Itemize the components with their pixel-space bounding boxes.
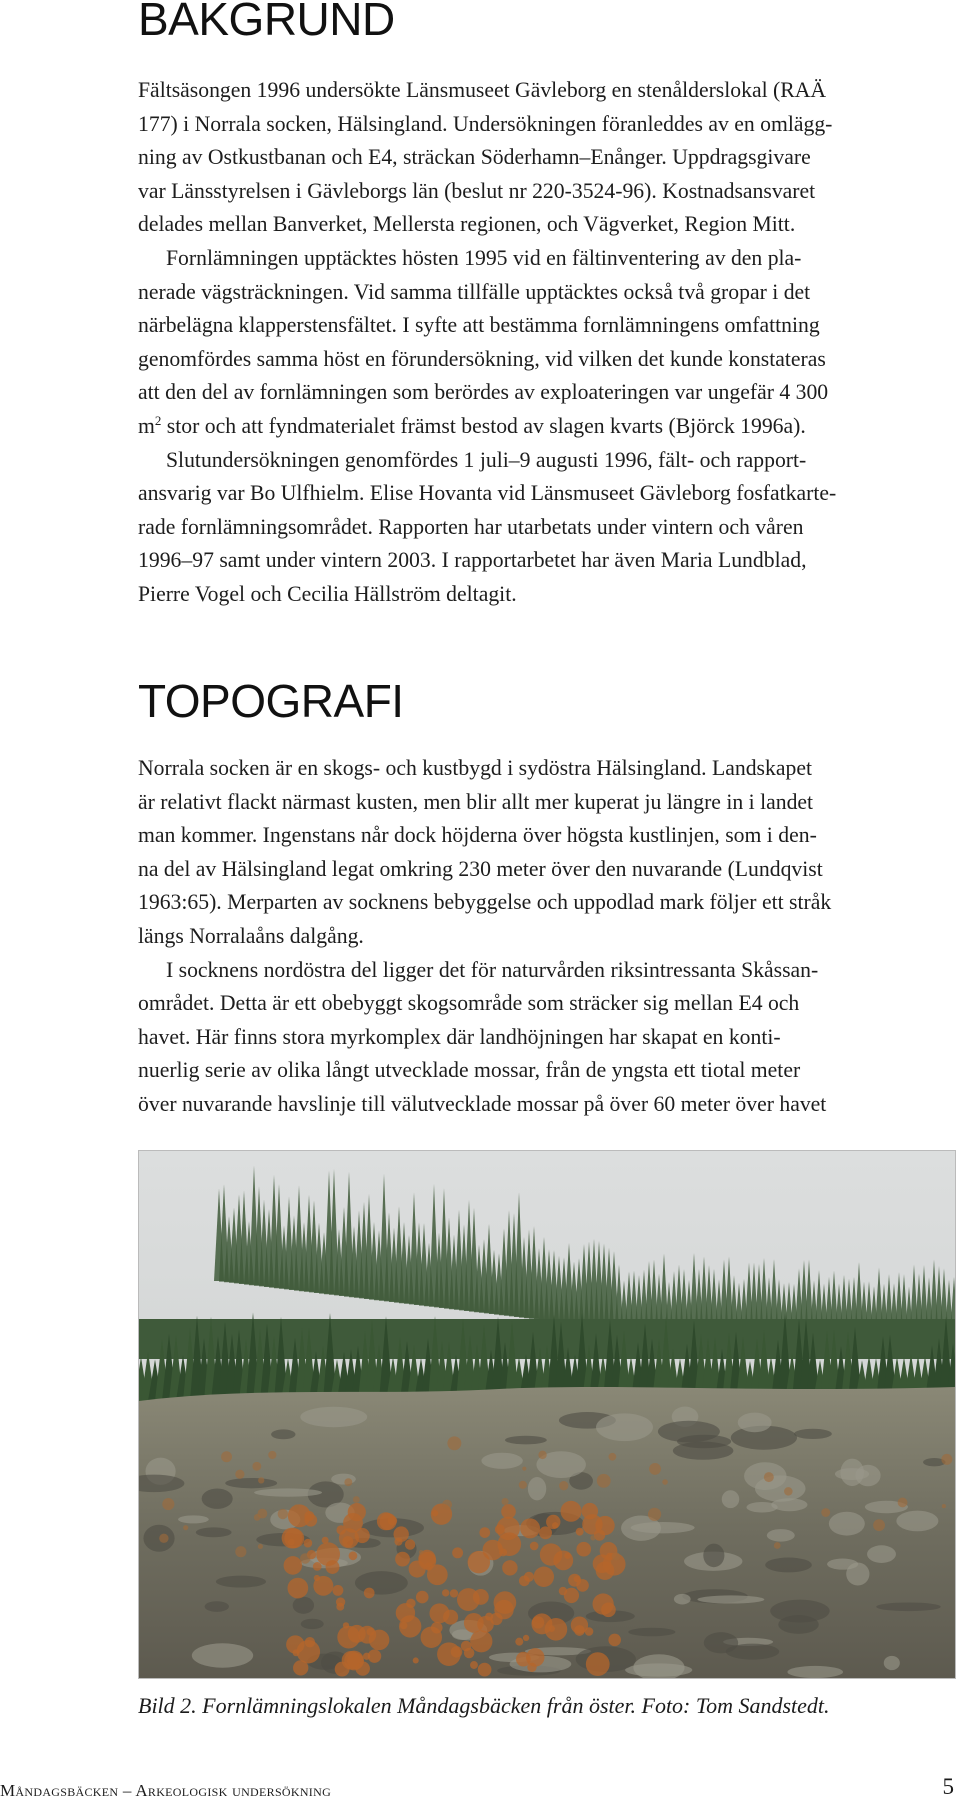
text-line: 177) i Norrala socken, Hälsingland. Undersökningen föranleddes av en omlägg- xyxy=(138,111,833,136)
brush-patch xyxy=(501,1498,508,1505)
rock xyxy=(196,1527,232,1537)
brush-patch xyxy=(409,1561,426,1578)
brush-patch xyxy=(501,1504,516,1519)
heading-bakgrund: BAKGRUND xyxy=(138,0,395,45)
text-line: ansvarig var Bo Ulfhielm. Elise Hovanta vid Länsmuseet Gävleborg fosfatkarte- xyxy=(138,481,837,506)
brush-patch xyxy=(344,1478,352,1486)
rock xyxy=(787,1666,843,1678)
text-line-rest: stor och att fyndmaterialet främst bestod av slagen kvarts (Björck 1996a). xyxy=(161,413,806,438)
rock xyxy=(355,1571,408,1594)
brush-patch xyxy=(941,1454,952,1465)
landscape-photo xyxy=(138,1150,956,1679)
brush-patch xyxy=(254,1514,261,1521)
brush-patch xyxy=(553,1550,573,1570)
brush-patch xyxy=(159,1534,168,1543)
text-line: Slutundersökningen genomfördes 1 juli–9 augusti 1996, fält- och rapport- xyxy=(166,447,807,472)
brush-patch xyxy=(368,1649,381,1662)
brush-patch xyxy=(282,1528,303,1549)
text-line: nerade vägsträckningen. Vid samma tillfälle upptäcktes också två gropar i det xyxy=(138,279,811,304)
text-line: 1996–97 samt under vintern 2003. I rapportarbetet har även Maria Lundblad, xyxy=(138,548,807,573)
text-line: Fältsäsongen 1996 undersökte Länsmuseet Gävleborg en stenålderslokal (RAÄ xyxy=(138,78,827,102)
brush-patch xyxy=(313,1576,333,1596)
landscape-photo-illustration xyxy=(139,1151,955,1678)
brush-patch xyxy=(515,1638,523,1646)
rock xyxy=(846,1562,869,1585)
rock xyxy=(225,1478,277,1488)
brush-patch xyxy=(235,1546,246,1557)
brush-patch xyxy=(538,1451,546,1459)
text-line: Norrala socken är en skogs- och kustbygd i sydöstra Hälsingland. Landskapet xyxy=(138,756,812,780)
brush-patch xyxy=(258,1544,263,1549)
rock xyxy=(722,1490,740,1508)
rock xyxy=(703,1544,724,1568)
brush-patch xyxy=(524,1572,534,1582)
brush-patch xyxy=(478,1663,492,1677)
brush-patch xyxy=(464,1613,484,1633)
brush-patch xyxy=(288,1539,295,1546)
rock xyxy=(884,1656,900,1670)
brush-patch xyxy=(502,1560,517,1575)
brush-patch xyxy=(942,1504,946,1508)
brush-patch xyxy=(470,1630,492,1652)
brush-patch xyxy=(400,1622,407,1629)
brush-patch xyxy=(252,1462,261,1471)
brush-patch xyxy=(559,1481,568,1490)
brush-patch xyxy=(457,1588,480,1611)
brush-patch xyxy=(294,1504,299,1509)
rock xyxy=(481,1453,522,1469)
brush-patch xyxy=(612,1552,620,1560)
rock xyxy=(254,1488,322,1496)
brush-patch xyxy=(898,1498,908,1508)
rock xyxy=(829,1512,865,1536)
rock xyxy=(658,1421,720,1443)
brush-patch xyxy=(470,1661,478,1669)
brush-patch xyxy=(278,1509,288,1519)
brush-patch xyxy=(451,1646,463,1658)
brush-patch xyxy=(377,1512,395,1530)
text-line: att den del av fornlämningen som berördes av exploateringen var ungefär 4 300 xyxy=(138,380,829,405)
brush-patch xyxy=(561,1501,582,1522)
text-line: 1963:65). Merparten av socknens bebyggelse och uppodlad mark följer ett stråk xyxy=(138,890,832,915)
brush-patch xyxy=(162,1498,174,1510)
text-line: genomfördes samma höst en förundersökning, vid vilken det kunde konstateras xyxy=(138,346,826,371)
brush-patch xyxy=(608,1634,621,1647)
rock xyxy=(746,1502,777,1512)
brush-patch xyxy=(442,1500,452,1510)
brush-patch xyxy=(442,1589,449,1596)
rock xyxy=(697,1595,764,1603)
rock xyxy=(835,1468,869,1480)
brush-patch xyxy=(343,1622,349,1628)
heading-topografi: TOPOGRAFI xyxy=(138,675,404,727)
brush-patch xyxy=(520,1518,540,1538)
brush-patch xyxy=(332,1585,343,1596)
rock xyxy=(738,1413,772,1433)
brush-patch xyxy=(450,1589,458,1597)
brush-patch xyxy=(353,1496,360,1503)
brush-patch xyxy=(284,1556,303,1575)
text-line: längs Norralaåns dalgång. xyxy=(138,923,364,948)
rock xyxy=(628,1628,675,1637)
text-line: ning av Ostkustbanan och E4, sträckan Söderhamn–Enånger. Uppdragsgivare xyxy=(138,145,811,170)
brush-patch xyxy=(287,1578,308,1599)
brush-patch xyxy=(526,1648,545,1667)
brush-patch xyxy=(490,1613,502,1625)
brush-patch xyxy=(530,1542,539,1551)
brush-patch xyxy=(523,1635,529,1641)
footer-title: Måndagsbäcken – Arkeologisk undersökning xyxy=(0,1781,332,1800)
rock xyxy=(767,1529,795,1542)
brush-patch xyxy=(601,1602,616,1617)
rock xyxy=(143,1525,174,1552)
brush-patch xyxy=(873,1519,885,1531)
brush-patch xyxy=(522,1467,526,1471)
rock xyxy=(505,1436,547,1445)
brush-patch xyxy=(339,1528,359,1548)
brush-patch xyxy=(336,1597,345,1606)
rock xyxy=(528,1477,546,1500)
brush-patch xyxy=(419,1550,424,1555)
brush-patch xyxy=(497,1517,520,1540)
area-unit: m xyxy=(138,413,155,438)
brush-patch xyxy=(364,1588,375,1599)
rock xyxy=(192,1643,253,1667)
brush-patch xyxy=(662,1479,668,1485)
brush-patch xyxy=(571,1616,588,1633)
text-line: delades mellan Banverket, Mellersta regionen, och Vägverket, Region Mitt. xyxy=(138,212,796,237)
text-line: man kommer. Ingenstans når dock höjderna över högsta kustlinjen, som i den- xyxy=(138,823,817,848)
brush-patch xyxy=(552,1522,558,1528)
brush-patch xyxy=(432,1510,439,1517)
brush-patch xyxy=(582,1503,598,1519)
brush-patch xyxy=(183,1525,188,1530)
text-line: över nuvarande havslinje till välutvecklade mossar på över 60 meter över havet xyxy=(138,1091,827,1116)
rock xyxy=(178,1515,209,1523)
brush-patch xyxy=(576,1528,584,1536)
brush-patch xyxy=(774,1542,781,1549)
topografi-body xyxy=(138,752,940,1122)
rock xyxy=(674,1594,691,1605)
brush-patch xyxy=(494,1591,517,1614)
text-line: Pierre Vogel och Cecilia Hällström deltagit. xyxy=(138,581,517,606)
rock xyxy=(794,1429,832,1439)
text-line: rade fornlämningsområdet. Rapporten har utarbetats under vintern och våren xyxy=(138,514,804,539)
brush-patch xyxy=(649,1463,661,1475)
text-line: I socknens nordöstra del ligger det för naturvården riksintressanta Skåssan- xyxy=(166,957,819,982)
brush-patch xyxy=(447,1436,461,1450)
brush-patch xyxy=(479,1527,490,1538)
bakgrund-body xyxy=(138,74,940,612)
brush-patch xyxy=(590,1535,595,1540)
text-line: närbelägna klapperstensfältet. I syfte att bestämma fornlämningens omfattning xyxy=(138,313,820,338)
brush-patch xyxy=(464,1648,474,1658)
figure-caption: Bild 2. Fornlämningslokalen Måndagsbäcken från öster. Foto: Tom Sandstedt. xyxy=(138,1693,830,1718)
brush-patch xyxy=(568,1574,581,1587)
brush-patch xyxy=(784,1487,793,1496)
text-line: nuerlig serie av olika långt utvecklade mossar, från de yngsta ett tiotal meter xyxy=(138,1058,801,1083)
brush-patch xyxy=(586,1652,610,1676)
brush-patch xyxy=(764,1472,774,1482)
text-line: är relativt flackt närmast kusten, men blir allt mer kuperat ju längre in i landet xyxy=(138,789,814,814)
brush-patch xyxy=(304,1514,317,1527)
brush-patch xyxy=(258,1477,264,1483)
brush-patch xyxy=(395,1552,410,1567)
brush-patch xyxy=(313,1562,322,1571)
brush-patch xyxy=(534,1567,554,1587)
brush-patch xyxy=(268,1451,276,1459)
rock xyxy=(867,1545,896,1563)
brush-patch xyxy=(221,1451,232,1462)
rock xyxy=(778,1615,819,1634)
brush-patch xyxy=(597,1474,611,1488)
rock xyxy=(896,1511,938,1532)
rock xyxy=(293,1597,314,1614)
rock xyxy=(726,1644,779,1660)
rock xyxy=(205,1601,229,1612)
text-line: var Länsstyrelsen i Gävleborgs län (beslut nr 220-3524-96). Kostnadsansvaret xyxy=(138,178,816,203)
rock xyxy=(596,1413,653,1441)
rock xyxy=(301,1619,324,1629)
brush-patch xyxy=(519,1481,527,1489)
brush-patch xyxy=(326,1560,340,1574)
brush-patch xyxy=(304,1539,313,1548)
brush-patch xyxy=(821,1508,830,1517)
brush-patch xyxy=(396,1603,415,1622)
brush-patch xyxy=(349,1551,358,1560)
brush-patch xyxy=(413,1657,419,1663)
brush-patch xyxy=(335,1662,350,1677)
brush-patch xyxy=(539,1526,552,1539)
rock xyxy=(673,1442,734,1460)
rock xyxy=(300,1407,367,1427)
brush-patch xyxy=(531,1613,552,1634)
text-line xyxy=(138,410,940,444)
brush-patch xyxy=(427,1564,448,1585)
rock xyxy=(876,1602,940,1611)
brush-patch xyxy=(337,1626,360,1649)
brush-patch xyxy=(443,1610,458,1625)
brush-patch xyxy=(405,1539,415,1549)
brush-patch xyxy=(564,1588,579,1603)
brush-patch xyxy=(235,1470,244,1479)
brush-patch xyxy=(300,1553,310,1563)
brush-patch xyxy=(421,1627,442,1648)
text-line: havet. Här finns stora myrkomplex där landhöjningen har skapat en konti- xyxy=(138,1024,781,1049)
brush-patch xyxy=(416,1591,429,1604)
brush-patch xyxy=(576,1542,591,1557)
brush-patch xyxy=(609,1453,617,1461)
brush-patch xyxy=(452,1547,463,1558)
brush-patch xyxy=(548,1625,555,1632)
brush-patch xyxy=(648,1508,661,1521)
rock xyxy=(271,1429,295,1439)
rock xyxy=(216,1576,266,1588)
brush-patch xyxy=(286,1635,304,1653)
text-line: na del av Hälsingland legat omkring 230 meter över den nuvarande (Lundqvist xyxy=(138,856,823,881)
rock xyxy=(202,1488,233,1508)
text-line: Fornlämningen upptäcktes hösten 1995 vid en fältinventering av den pla- xyxy=(166,245,802,270)
superscript: 2 xyxy=(154,412,162,428)
rock xyxy=(765,1557,812,1572)
page-number: 5 xyxy=(942,1774,954,1799)
brush-patch xyxy=(394,1538,402,1546)
text-line: området. Detta är ett obebyggt skogsområde som sträcker sig mellan E4 och xyxy=(138,991,800,1016)
rock xyxy=(631,1522,695,1533)
brush-patch xyxy=(483,1540,503,1560)
